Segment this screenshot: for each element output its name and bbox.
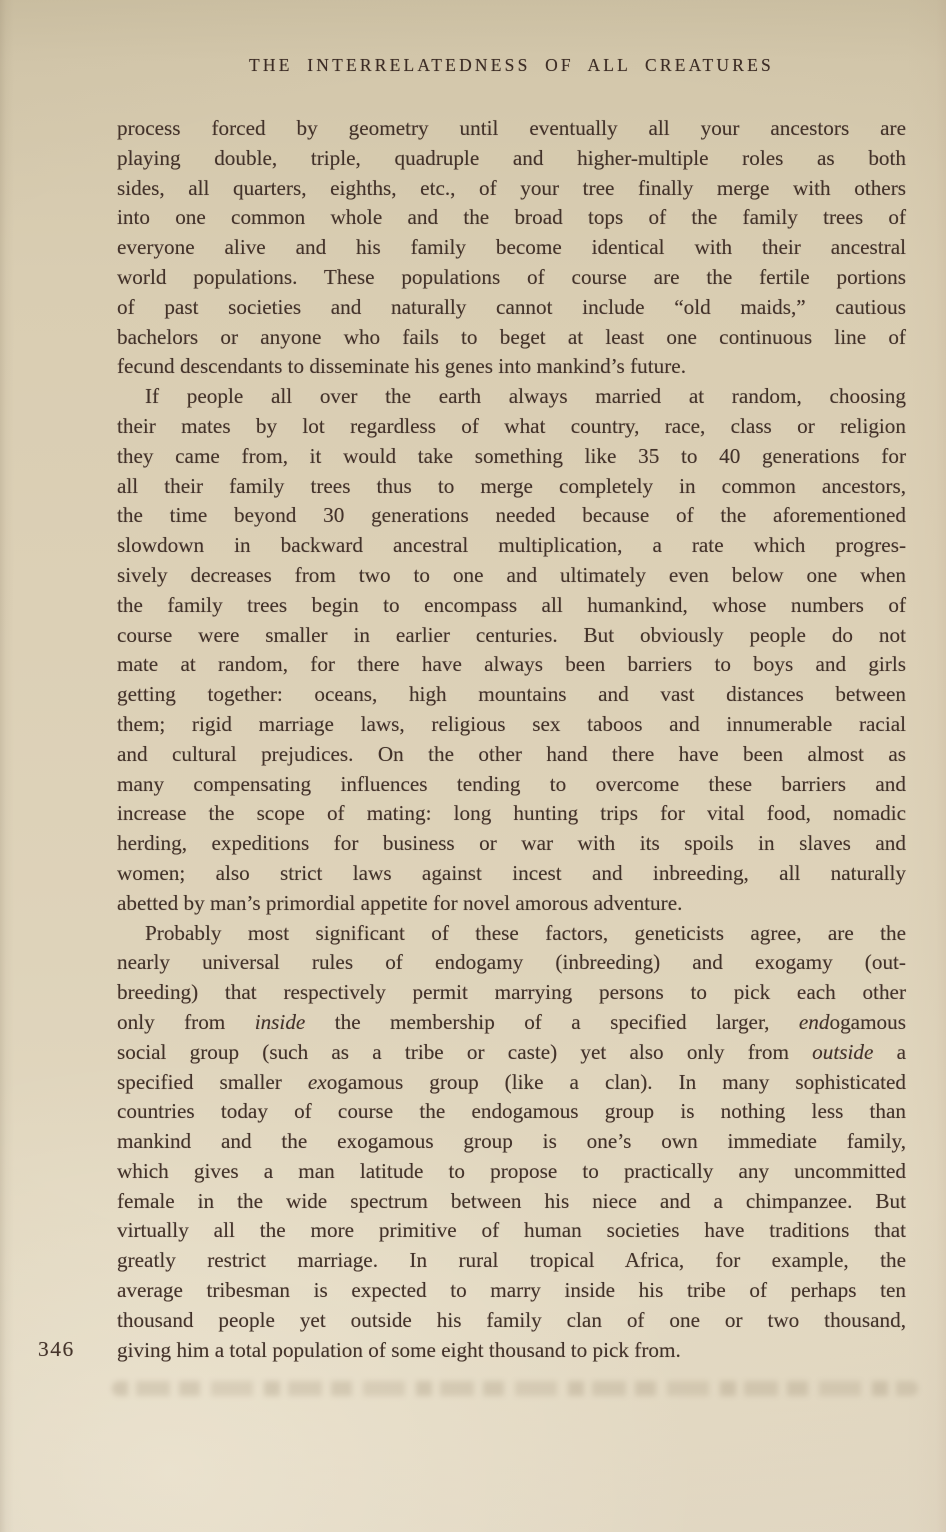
text-segment: ogamous xyxy=(829,1009,906,1034)
text-line xyxy=(117,531,906,561)
text-line xyxy=(117,889,906,919)
text-segment: the time beyond 30 generations needed because of the aforementioned xyxy=(117,503,906,528)
text-segment: they came from, it would take something like 35 to 40 generations for xyxy=(117,443,906,468)
text-segment: social group (such as a tribe or caste) yet also only from xyxy=(117,1039,813,1064)
text-line xyxy=(117,1097,906,1127)
text-segment: them; rigid marriage laws, religious sex taboos and innumerable racial xyxy=(117,711,906,736)
text-line xyxy=(117,323,906,353)
text-line xyxy=(117,978,906,1008)
text-segment: all their family trees thus to merge completely in common ancestors, xyxy=(117,473,906,498)
text-segment: sively decreases from two to one and ultimately even below one when xyxy=(117,562,906,587)
text-line xyxy=(117,1068,906,1098)
text-line xyxy=(117,382,906,412)
text-segment: If people all over the earth always married at random, choosing xyxy=(145,384,906,409)
text-line xyxy=(117,1008,906,1038)
text-line xyxy=(117,1157,906,1187)
text-line xyxy=(117,621,906,651)
italic-text: end xyxy=(798,1009,830,1034)
text-line xyxy=(117,561,906,591)
text-line xyxy=(117,740,906,770)
running-head: THE INTERRELATEDNESS OF ALL CREATURES xyxy=(249,55,774,75)
text-segment: female in the wide spectrum between his niece and a chimpanzee. But xyxy=(117,1188,906,1213)
text-segment: Probably most significant of these factors, geneticists agree, are the xyxy=(145,920,906,945)
text-line xyxy=(117,1187,906,1217)
italic-text: outside xyxy=(812,1039,874,1064)
text-segment: sides, all quarters, eighths, etc., of your tree finally merge with others xyxy=(117,175,906,200)
paragraph xyxy=(117,382,906,918)
text-line xyxy=(117,352,906,382)
text-line xyxy=(117,472,906,502)
text-line xyxy=(117,680,906,710)
text-segment: breeding) that respectively permit marrying persons to pick each other xyxy=(117,980,906,1005)
text-line xyxy=(117,770,906,800)
text-segment: average tribesman is expected to marry inside his tribe of perhaps ten xyxy=(117,1278,906,1303)
text-line xyxy=(117,174,906,204)
text-segment: virtually all the more primitive of human societies have traditions that xyxy=(117,1218,906,1243)
body-text xyxy=(117,114,906,1365)
text-line xyxy=(117,829,906,859)
text-line xyxy=(117,263,906,293)
text-segment: getting together: oceans, high mountains and vast distances between xyxy=(117,682,906,707)
text-segment: which gives a man latitude to propose to practically any uncommitted xyxy=(117,1158,906,1183)
text-line xyxy=(117,1336,906,1366)
text-segment: into one common whole and the broad tops of the family trees of xyxy=(117,205,906,230)
text-line xyxy=(117,144,906,174)
text-segment: increase the scope of mating: long hunting trips for vital food, nomadic xyxy=(117,801,906,826)
text-line xyxy=(117,1127,906,1157)
text-line xyxy=(117,412,906,442)
text-segment: herding, expeditions for business or war with its spoils in slaves and xyxy=(117,831,906,856)
text-segment: women; also strict laws against incest and inbreeding, all naturally xyxy=(117,860,906,885)
text-segment: greatly restrict marriage. In rural tropical Africa, for example, the xyxy=(117,1248,906,1273)
text-segment: mate at random, for there have always been barriers to boys and girls xyxy=(117,652,906,677)
text-segment: thousand people yet outside his family clan of one or two thousand, xyxy=(117,1307,906,1332)
text-line xyxy=(117,233,906,263)
text-segment: a xyxy=(873,1039,906,1064)
text-segment: course were smaller in earlier centuries. But obviously people do not xyxy=(117,622,906,647)
text-line xyxy=(117,591,906,621)
text-segment: bachelors or anyone who fails to beget at least one continuous line of xyxy=(117,324,906,349)
text-line xyxy=(117,919,906,949)
text-line xyxy=(117,710,906,740)
page-number: 346 xyxy=(38,1337,75,1361)
text-line xyxy=(117,1216,906,1246)
text-segment: nearly universal rules of endogamy (inbreeding) and exogamy (out- xyxy=(117,950,906,975)
text-line xyxy=(117,859,906,889)
text-segment: everyone alive and his family become identical with their ancestral xyxy=(117,235,906,260)
text-line xyxy=(117,650,906,680)
paragraph xyxy=(117,919,906,1366)
italic-text: ex xyxy=(307,1069,327,1094)
text-line xyxy=(117,1246,906,1276)
text-line xyxy=(117,114,906,144)
text-segment: playing double, triple, quadruple and higher-multiple roles as both xyxy=(117,145,906,170)
paragraph xyxy=(117,114,906,382)
text-segment: their mates by lot regardless of what country, race, class or religion xyxy=(117,413,906,438)
text-line xyxy=(117,203,906,233)
text-line xyxy=(117,442,906,472)
text-segment: world populations. These populations of course are the fertile portions xyxy=(117,264,906,289)
text-segment: the membership of a specified larger, xyxy=(305,1009,799,1034)
text-segment: countries today of course the endogamous group is nothing less than xyxy=(117,1099,906,1124)
text-segment: only from xyxy=(117,1009,255,1034)
text-segment: giving him a total population of some eight thousand to pick from. xyxy=(117,1337,681,1362)
text-line xyxy=(117,293,906,323)
text-segment: fecund descendants to disseminate his genes into mankind’s future. xyxy=(117,354,686,379)
text-segment: of past societies and naturally cannot include “old maids,” cautious xyxy=(117,294,906,319)
show-through-ghost-text xyxy=(112,1381,918,1396)
text-segment: abetted by man’s primordial appetite for novel amorous adventure. xyxy=(117,890,683,915)
text-line xyxy=(117,501,906,531)
italic-text: inside xyxy=(254,1009,306,1034)
text-segment: specified smaller xyxy=(117,1069,308,1094)
text-line xyxy=(117,799,906,829)
text-segment: the family trees begin to encompass all humankind, whose numbers of xyxy=(117,592,906,617)
text-segment: and cultural prejudices. On the other hand there have been almost as xyxy=(117,741,906,766)
text-line xyxy=(117,1038,906,1068)
text-segment: process forced by geometry until eventually all your ancestors are xyxy=(117,116,906,140)
text-line xyxy=(117,1276,906,1306)
text-segment: mankind and the exogamous group is one’s own immediate family, xyxy=(117,1129,906,1154)
text-segment: ogamous group (like a clan). In many sophisticated xyxy=(326,1069,907,1094)
text-line xyxy=(117,948,906,978)
text-line xyxy=(117,1306,906,1336)
text-segment: many compensating influences tending to overcome these barriers and xyxy=(117,771,906,796)
text-segment: slowdown in backward ancestral multiplication, a rate which progres- xyxy=(117,533,906,558)
